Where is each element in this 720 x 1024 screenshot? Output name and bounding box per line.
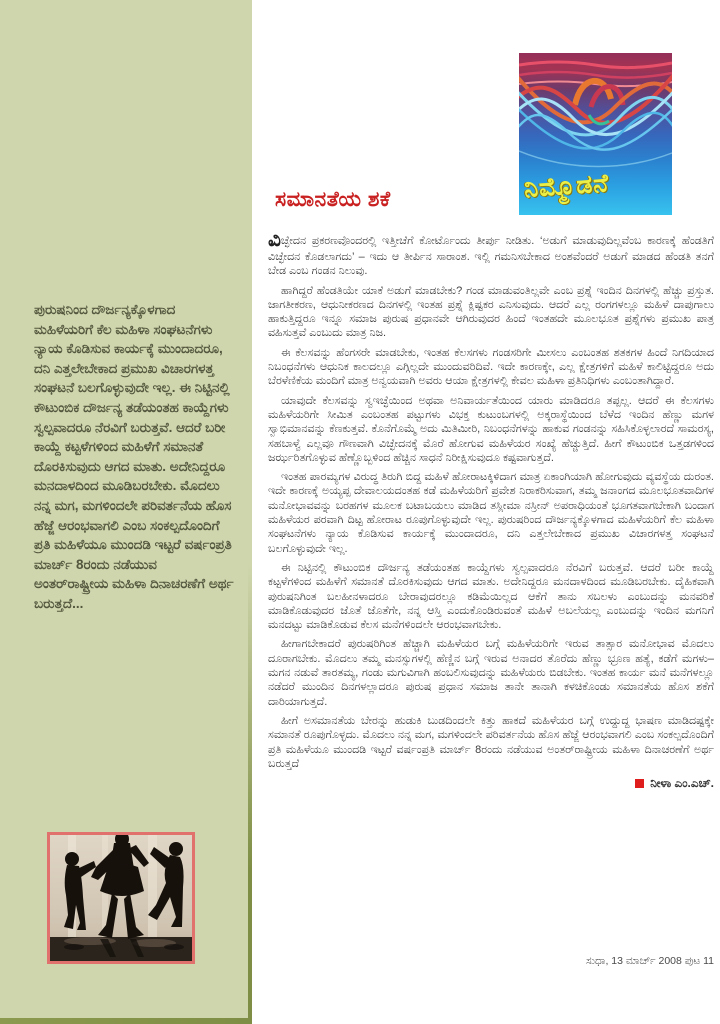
- sidebar-right-edge-shadow: [248, 0, 252, 1024]
- article-paragraph: ಹೀಗೆ ಅಸಮಾನತೆಯ ಬೇರನ್ನು ಹುಡುಕಿ ಬುಡದಿಂದಲೇ ಕಿತ್ತು ಹಾಕದೆ ಮಹಿಳೆಯರ ಬಗ್ಗೆ ಉದ್ದುದ್ದ ಭಾಷಣ ಮಾಡಿದಷ್ಟಕ್ಕೇ ಸಮಾನತೆ ರೂಪುಗೊಳ್ಳದು. ಮೊದಲು ನನ್ನ ಮಗ, ಮಗಳಿಂದಲೇ ಪರಿವರ್ತನೆಯ ಹೊಸ ಹೆಜ್ಜೆ ಆರಂಭವಾಗಲಿ ಎಂಬ ಸಂಕಲ್ಪದೊಂದಿಗೆ ಪ್ರತಿ ಮಹಿಳೆಯೂ ಮುಂದಡಿ ಇಟ್ಟರೆ ವರ್ಷಂಪ್ರತಿ ಮಾರ್ಚ್ 8ರಂದು ನಡೆಯುವ ಅಂತರ್‌ರಾಷ್ಟ್ರೀಯ ಮಹಿಳಾ ದಿನಾಚರಣೆಗೆ ಅರ್ಥ ಬರುತ್ತದೆ: [268, 714, 714, 770]
- drop-cap: ವಿ: [268, 229, 281, 251]
- magazine-logo: [519, 53, 672, 215]
- article-paragraph: ಯಾವುದೇ ಕೆಲಸವನ್ನು ಸ್ವಇಚ್ಛೆಯಿಂದ ಅಥವಾ ಅನಿವಾರ್ಯತೆಯಿಂದ ಯಾರು ಮಾಡಿದರೂ ತಪ್ಪಲ್ಲ. ಆದರೆ ಈ ಕೆಲಸಗಳು ಮಹಿಳೆಯರಿಗೇ ಸೀಮಿತ ಎಂಬಂತಹ ಪಟ್ಟುಗಳು ವಿಭಕ್ತ ಕುಟುಂಬಗಳಲ್ಲಿ ಅಕ್ಕರಾಸ್ಥೆಯಿಂದ ಬೆಳೆದ ಇಂದಿನ ಹೆಣ್ಣು ಮಗಳ ಸ್ವಾಭಿಮಾನವನ್ನು ಕೆಣಕುತ್ತವೆ. ಕೊನೆಗೊಮ್ಮೆ ಅದು ಮಿತಿಮೀರಿ, ನಿಬಂಧನೆಗಳನ್ನು ಹಾಕುವ ಗಂಡನನ್ನು ಸಹಿಸಿಕೊಳ್ಳಲಾರದೆ ಸಾಮರಸ್ಯ, ಸಹಬಾಳ್ವೆ ಎಲ್ಲವೂ ಗೌಣವಾಗಿ ವಿಚ್ಛೇದನಕ್ಕೆ ಮೊರೆ ಹೋಗುವ ಮಹಿಳೆಯರ ಸಂಖ್ಯೆ ಹೆಚ್ಚುತ್ತಿದೆ. ಹೀಗೆ ಕೌಟುಂಬಿಕ ಒತ್ತಡಗಳಿಂದ ಜರ್ಝರಿತಗೊಳ್ಳುವ ಹೆಣ್ಣೊಬ್ಬಳಿಂದ ಹೆಚ್ಚಿನ ಸಾಧನೆ ನಿರೀಕ್ಷಿಸುವುದೂ ಕಷ್ಟವಾಗುತ್ತದೆ.: [268, 394, 714, 464]
- paragraph-text: ಚ್ಛೇದನ ಪ್ರಕರಣವೊಂದರಲ್ಲಿ ಇತ್ತೀಚೆಗೆ ಕೋರ್ಟೊಂದು ತೀರ್ಪು ನೀಡಿತು. ‘ಅಡುಗೆ ಮಾಡುವುದಿಲ್ಲವೆಂಬ ಕಾರಣಕ್ಕೆ ಹೆಂಡತಿಗೆ ವಿಚ್ಛೇದನ ಕೊಡಲಾಗದು’ – ಇದು ಆ ತೀರ್ಪಿನ ಸಾರಾಂಶ. ಇಲ್ಲಿ ಗಮನಿಸಬೇಕಾದ ಅಂಶವೆಂದರೆ ಅಡುಗೆ ಮಾಡದ ಹೆಂಡತಿ ತನಗೆ ಬೇಡ ಎಂಬ ಗಂಡನ ನಿಲುವು.: [268, 235, 714, 278]
- article-paragraph: ಈ ನಿಟ್ಟಿನಲ್ಲಿ ಕೌಟುಂಬಿಕ ದೌರ್ಜನ್ಯ ತಡೆಯಂತಹ ಕಾಯ್ದೆಗಳು ಸ್ವಲ್ಪವಾದರೂ ನೆರವಿಗೆ ಬರುತ್ತವೆ. ಆದರೆ ಬರೀ ಕಾಯ್ದೆ ಕಟ್ಟಳೆಗಳಿಂದ ಮಹಿಳೆಗೆ ಸಮಾನತೆ ದೊರಕಿಸುವುದು ಆಗದ ಮಾತು. ಅದೇನಿದ್ದರೂ ಮನದಾಳದಿಂದ ಮೂಡಿಬರಬೇಕು. ದೈಹಿಕವಾಗಿ ಪುರುಷನಿಗಿಂತ ಬಲಹೀನಳಾದರೂ ಬೇರಾವುದರಲ್ಲೂ ಕಡಿಮೆಯಿಲ್ಲದ ಆಕೆಗೆ ತಾನು ಸಬಲಳು ಎಂಬುದನ್ನು ಮನವರಿಕೆ ಮಾಡಿಕೊಡುವುದರ ಜೊತೆ ಜೊತೆಗೇ, ನನ್ನ ಆಸ್ತಿ ಎಂದುಕೊಂಡಿರುವಂತೆ ಮಹಿಳೆ ಅಬಲೆಯಲ್ಲ ಎಂಬುದನ್ನು ಇಂದಿನ ಮಗನಿಗೆ ಮನದಟ್ಟು ಮಾಡಿಕೊಡುವ ಕೆಲಸ ಮನೆಗಳಿಂದಲೇ ಆರಂಭವಾಗಬೇಕು.: [268, 561, 714, 632]
- article-paragraph: ಈ ಕೆಲಸವನ್ನು ಹೆಂಗಸರೇ ಮಾಡಬೇಕು, ಇಂತಹ ಕೆಲಸಗಳು ಗಂಡಸರಿಗೇ ಮೀಸಲು ಎಂಬಂತಹ ಶತಕಗಳ ಹಿಂದೆ ನಿಗದಿಯಾದ ನಿಬಂಧನೆಗಳು ಆಧುನಿಕ ಕಾಲದಲ್ಲೂ ಎಗ್ಗಿಲ್ಲದೇ ಮುಂದುವರಿದಿವೆ. ಇದೇ ಕಾರಣಕ್ಕೇ, ಎಲ್ಲ ಕ್ಷೇತ್ರಗಳಿಗೆ ಮಹಿಳೆ ಕಾಲಿಟ್ಟಿದ್ದರೂ ಅದು ಬೆರಳೆಣಿಕೆಯ ಮಂದಿಗೆ ಮಾತ್ರ ಅನ್ವಯವಾಗಿ ಅವರು ಆಯಾ ಕ್ಷೇತ್ರಗಳಲ್ಲಿ ಕೇವಲ ಮಹಿಳಾ ಪ್ರತಿನಿಧಿಗಳು ಎಂಬಂತಾಗಿದ್ದಾರೆ.: [268, 346, 714, 388]
- article-paragraph: ಹೀಗಾಗಬೇಕಾದರೆ ಪುರುಷರಿಗಿಂತ ಹೆಚ್ಚಾಗಿ ಮಹಿಳೆಯರ ಬಗ್ಗೆ ಮಹಿಳೆಯರಿಗೇ ಇರುವ ತಾತ್ಸಾರ ಮನೋಭಾವ ಮೊದಲು ದೂರಾಗಬೇಕು. ಮೊದಲು ತಮ್ಮ ಮನಸ್ಸುಗಳಲ್ಲಿ ಹೆಣ್ಣಿನ ಬಗ್ಗೆ ಇರುವ ಅನಾದರ ತೊರೆದು ಹೆಣ್ಣು ಭ್ರೂಣ ಹತ್ಯೆ, ಕಡೆಗೆ ಮಗಳು– ಮಗನ ನಡುವೆ ತಾರತಮ್ಯ, ಗಂಡು ಮಗುವಿಗಾಗಿ ಹಂಬಲಿಸುವುದನ್ನು ಮಹಿಳೆಯರು ಬಿಡಬೇಕು. ಇಂತಹ ಕಾರ್ಯ ಮನೆ ಮನೆಗಳಲ್ಲೂ ನಡೆದರೆ ಮುಂದಿನ ದಿನಗಳಲ್ಲಾದರೂ ಪುರುಷ ಪ್ರಧಾನ ಸಮಾಜ ತಾನೇ ತಾನಾಗಿ ಕಳಚಿಕೊಂಡು ಸಮಾನತೆಯ ಹೊಸ ಶಕೆಗೆ ದಾರಿಯಾಗುತ್ತದೆ.: [268, 638, 714, 708]
- source-line: ಸುಧಾ, 13 ಮಾರ್ಚ್ 2008 ಪುಟ 11: [586, 955, 714, 967]
- article-title: ಸಮಾನತೆಯ ಶಕೆ: [275, 188, 391, 211]
- author-name: ನೀಳಾ ಎಂ.ಎಚ್.: [650, 776, 714, 791]
- article-paragraph: ಹಾಗಿದ್ದರೆ ಹೆಂಡತಿಯೇ ಯಾಕೆ ಅಡುಗೆ ಮಾಡಬೇಕು? ಗಂಡ ಮಾಡುವಂತಿಲ್ಲವೇ ಎಂಬ ಪ್ರಶ್ನೆ ಇಂದಿನ ದಿನಗಳಲ್ಲಿ ಹೆಚ್ಚು ಪ್ರಸ್ತುತ. ಜಾಗತೀಕರಣ, ಆಧುನೀಕರಣದ ದಿನಗಳಲ್ಲಿ ಇಂತಹ ಪ್ರಶ್ನೆ ಕ್ಲಿಷ್ಟಕರ ಎನಿಸುವುದು. ಆದರೆ ಎಲ್ಲ ರಂಗಗಳಲ್ಲೂ ಮಹಿಳೆ ದಾಪುಗಾಲು ಹಾಕುತ್ತಿದ್ದರೂ ಇನ್ನೂ ಸಮಾಜ ಪುರುಷ ಪ್ರಧಾನವೇ ಆಗಿರುವುದರ ಹಿಂದೆ ಇಂತಹದೇ ಮೂಲಭೂತ ಪ್ರಶ್ನೆಗಳು ಪ್ರಮುಖ ಪಾತ್ರ ವಹಿಸುತ್ತವೆ ಎಂಬುದು ಮಾತ್ರ ನಿಜ.: [268, 284, 714, 340]
- pull-quote: ಪುರುಷನಿಂದ ದೌರ್ಜನ್ಯಕ್ಕೊಳಗಾದ ಮಹಿಳೆಯರಿಗೆ ಕೆಲ ಮಹಿಳಾ ಸಂಘಟನೆಗಳು ನ್ಯಾಯ ಕೊಡಿಸುವ ಕಾರ್ಯಕ್ಕೆ ಮುಂದಾದರೂ, ದನಿ ಎತ್ತಲೇಬೇಕಾದ ಪ್ರಮುಖ ವಿಚಾರಗಳತ್ತ ಸಂಘಟನೆ ಬಲಗೊಳ್ಳುವುದೇ ಇಲ್ಲ. ಈ ನಿಟ್ಟಿನಲ್ಲಿ ಕೌಟುಂಬಿಕ ದೌರ್ಜನ್ಯ ತಡೆಯಂತಹ ಕಾಯ್ದೆಗಳು ಸ್ವಲ್ಪವಾದರೂ ನೆರವಿಗೆ ಬರುತ್ತವೆ. ಆದರೆ ಬರೀ ಕಾಯ್ದೆ ಕಟ್ಟಳೆಗಳಿಂದ ಮಹಿಳೆಗೆ ಸಮಾನತೆ ದೊರಕಿಸುವುದು ಆಗದ ಮಾತು. ಅದೇನಿದ್ದರೂ ಮನದಾಳದಿಂದ ಮೂಡಿಬರಬೇಕು. ಮೊದಲು ನನ್ನ ಮಗ, ಮಗಳಿಂದಲೇ ಪರಿವರ್ತನೆಯ ಹೊಸ ಹೆಜ್ಜೆ ಆರಂಭವಾಗಲಿ ಎಂಬ ಸಂಕಲ್ಪದೊಂದಿಗೆ ಪ್ರತಿ ಮಹಿಳೆಯೂ ಮುಂದಡಿ ಇಟ್ಟರೆ ವರ್ಷಂಪ್ರತಿ ಮಾರ್ಚ್ 8ರಂದು ನಡೆಯುವ ಅಂತರ್‌ರಾಷ್ಟ್ರೀಯ ಮಹಿಳಾ ದಿನಾಚರಣೆಗೆ ಅರ್ಥ ಬರುತ್ತದೆ...: [34, 302, 234, 611]
- children-water-photo: [47, 832, 195, 964]
- article-body: [268, 230, 714, 790]
- silhouette-figures-illustration: [50, 835, 192, 961]
- sidebar-bottom-edge-shadow: [0, 1018, 252, 1024]
- article-paragraph: [268, 230, 714, 279]
- logo-title-text: ನಿಮ್ಮೊಡನೆ: [523, 169, 611, 204]
- byline: [268, 776, 714, 790]
- author-bullet-icon: [635, 779, 644, 788]
- article-paragraph: ಇಂತಹ ಪಾರಮ್ಯಗಳ ವಿರುದ್ಧ ತಿರುಗಿ ಬಿದ್ದ ಮಹಿಳೆ ಹೋರಾಟಕ್ಕಿಳಿದಾಗ ಮಾತ್ರ ಏಕಾಂಗಿಯಾಗಿ ಹೋಗುವುದು ವ್ಯವಸ್ಥೆಯ ದುರಂತ. ಇದೇ ಕಾರಣಕ್ಕೆ ಅಯ್ಯಪ್ಪ ದೇವಾಲಯದಂತಹ ಕಡೆ ಮಹಿಳೆಯರಿಗೆ ಪ್ರವೇಶ ನಿರಾಕರಿಸುವಾಗ, ತಮ್ಮ ಜನಾಂಗದ ಮೂಲಭೂತವಾದಿಗಳ ಮನೋಭಾವವನ್ನು ಬರಹಗಳ ಮೂಲಕ ಬಟಾಬಯಲು ಮಾಡಿದ ತಸ್ಲೀಮಾ ನಸ್ರೀನ್ ಅಪರಾಧಿಯಂತೆ ಭೂಗತವಾಗಬೇಕಾಗಿ ಬಂದಾಗ ಮಹಿಳೆಯರ ಪರವಾಗಿ ದಿಟ್ಟ ಹೋರಾಟ ರೂಪುಗೊಳ್ಳುವುದೇ ಇಲ್ಲ. ಪುರುಷರಿಂದ ದೌರ್ಜನ್ಯಕ್ಕೊಳಗಾದ ಮಹಿಳೆಯರಿಗೆ ಕೆಲ ಮಹಿಳಾ ಸಂಘಟನೆಗಳು ನ್ಯಾಯ ಕೊಡಿಸುವ ಕಾರ್ಯಕ್ಕೆ ಮುಂದಾದರೂ, ದನಿ ಎತ್ತಲೇಬೇಕಾದ ಪ್ರಮುಖ ವಿಚಾರಗಳತ್ತ ಸಂಘಟನೆ ಬಲಗೊಳ್ಳುವುದೇ ಇಲ್ಲ.: [268, 471, 714, 555]
